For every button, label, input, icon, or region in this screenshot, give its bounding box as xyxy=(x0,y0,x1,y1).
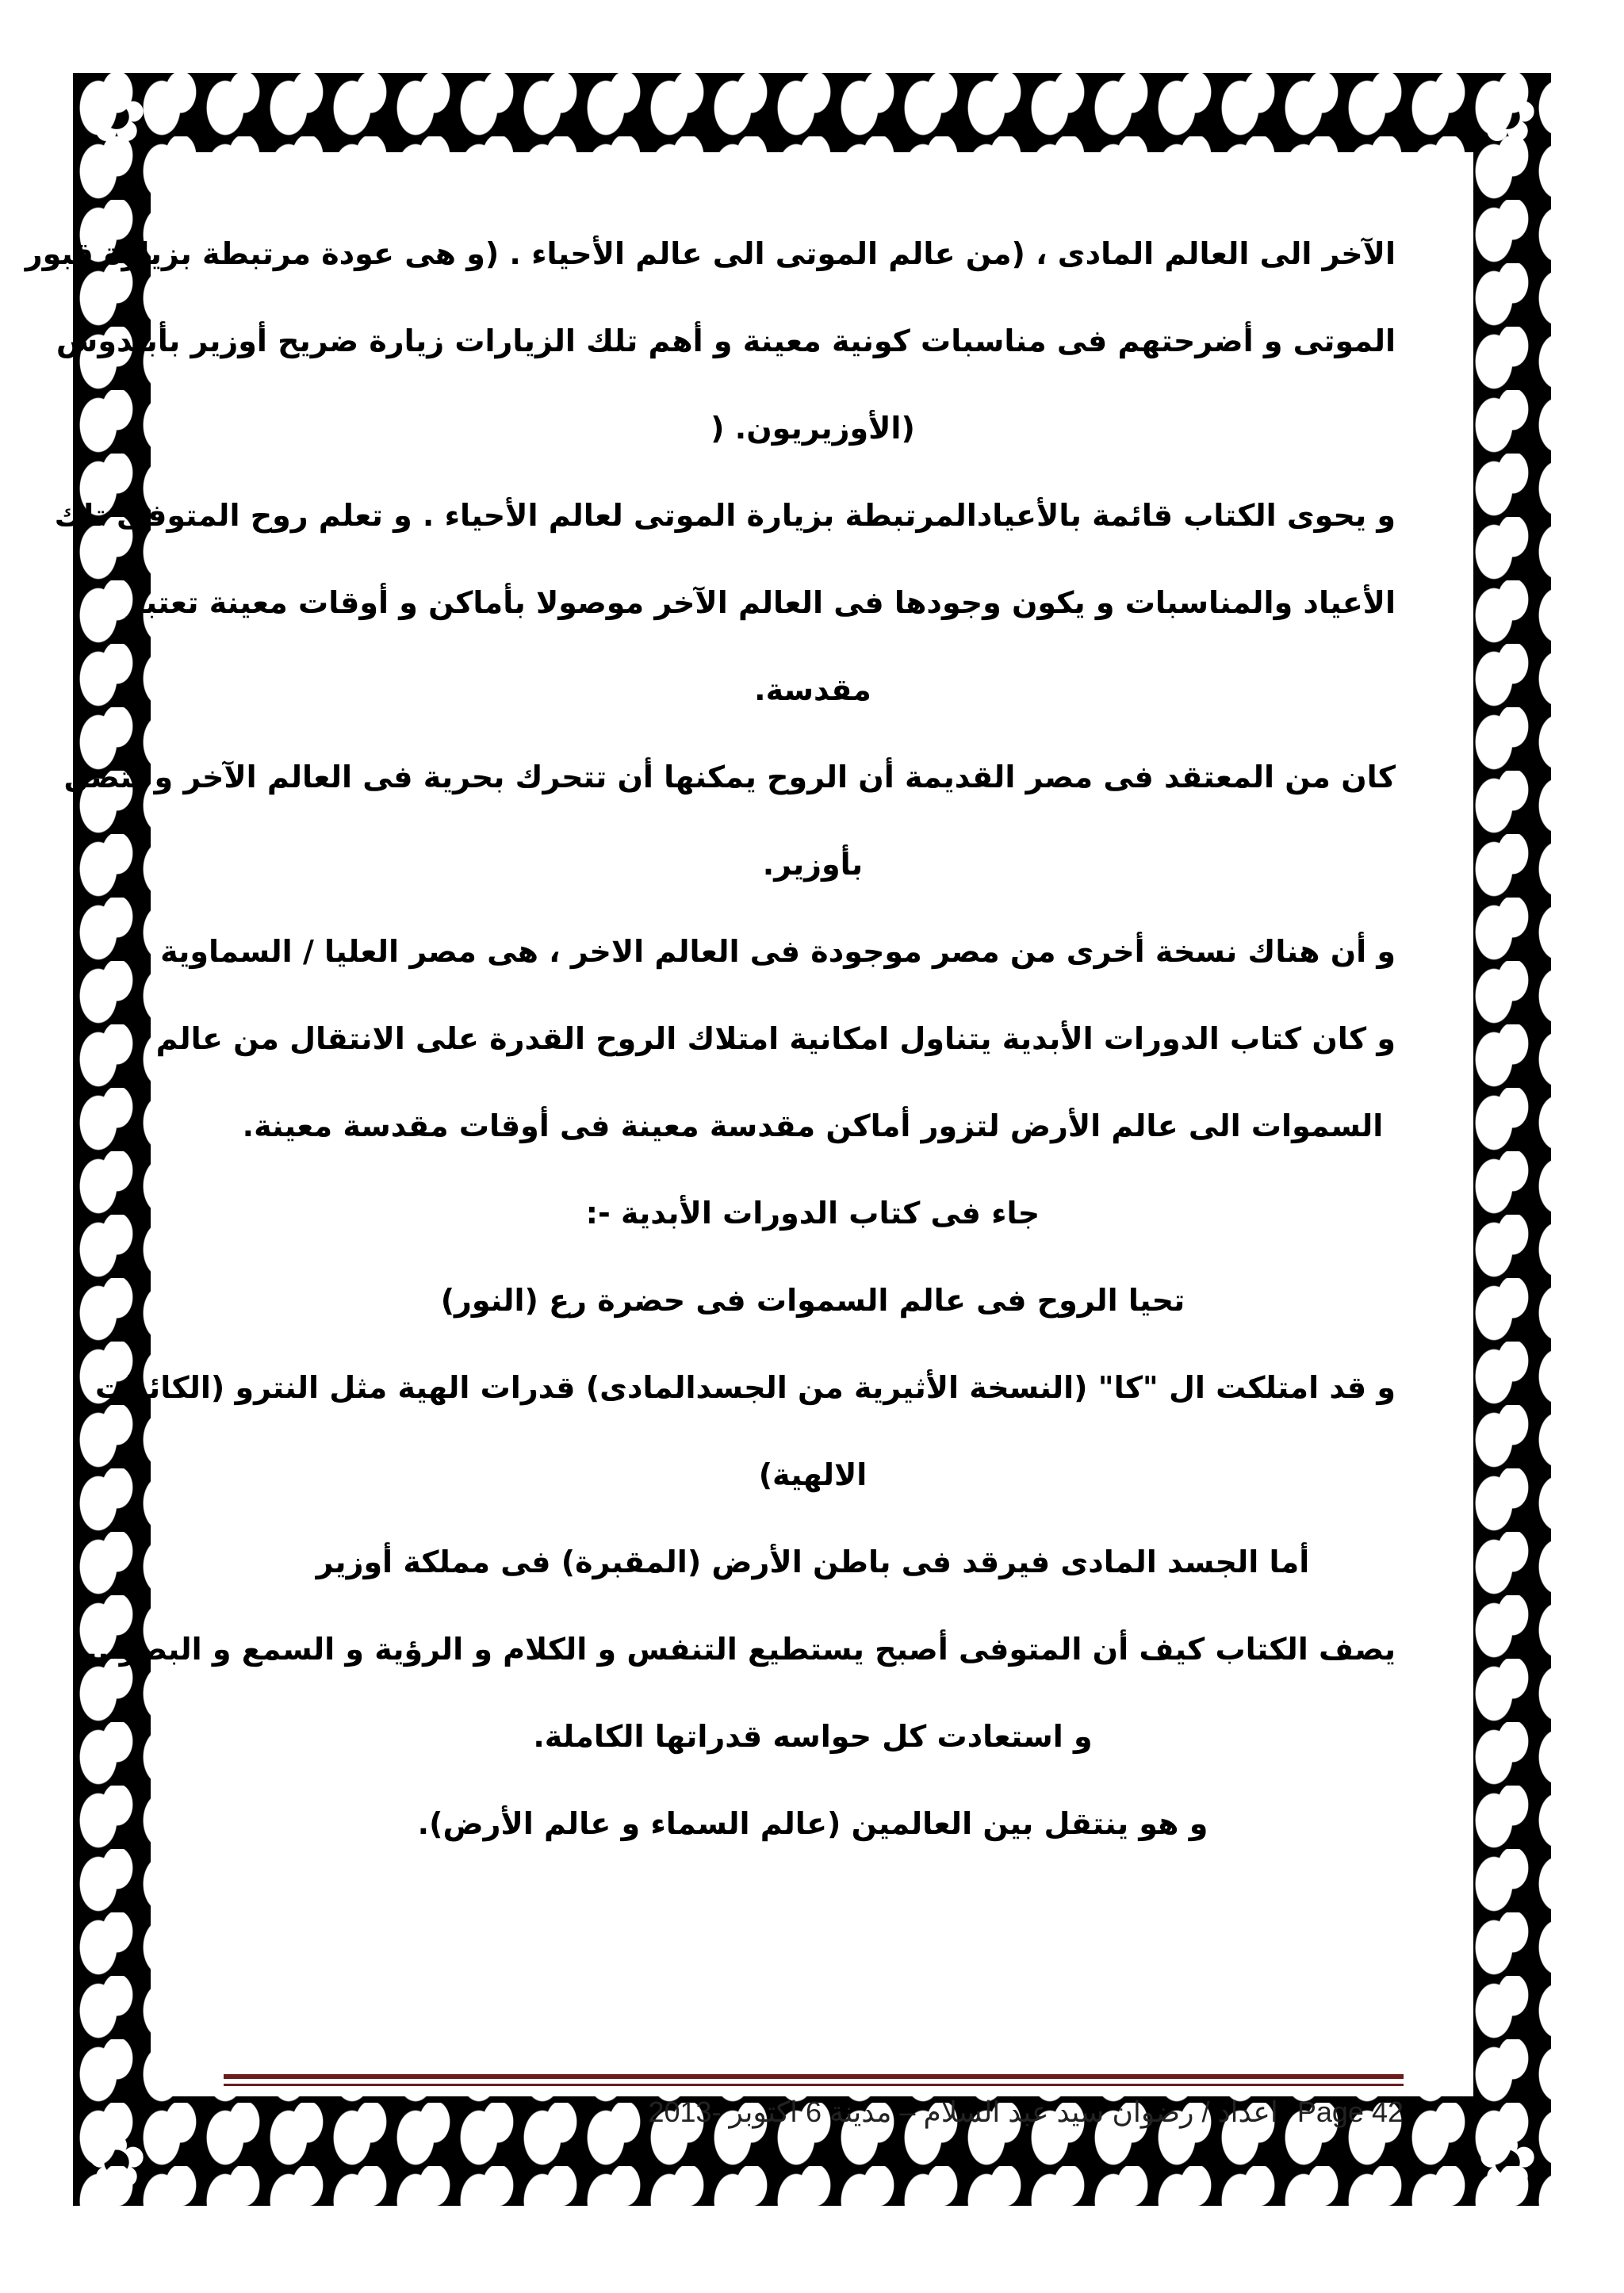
flower-icon: ✿ xyxy=(1477,2119,1538,2204)
paragraph-line: و أن هناك نسخة أخرى من مصر موجودة فى العالم الاخر ، هى مصر العليا / السماوية . xyxy=(138,934,1396,969)
paragraph-line: و يحوى الكتاب قائمة بالأعيادالمرتبطة بزيارة الموتى لعالم الأحياء . و تعلم روح المتوفى تلك xyxy=(54,498,1396,533)
paragraph-line: السموات الى عالم الأرض لتزور أماكن مقدسة معينة فى أوقات مقدسة معينة. xyxy=(242,1108,1384,1143)
paragraph-line: تحيا الروح فى عالم السموات فى حضرة رع (النور) xyxy=(440,1283,1185,1318)
paragraph-line: جاء فى كتاب الدورات الأبدية -: xyxy=(585,1196,1040,1231)
paragraph-line: مقدسة. xyxy=(754,672,871,707)
paragraph-line: بأوزير. xyxy=(762,847,864,882)
paragraph-line: (الأوزيريون. ( xyxy=(710,411,915,446)
paragraph-line: الآخر الى العالم المادى ، (من عالم الموتى الى عالم الأحياء . (و هى عودة مرتبطة بزيارة قبور xyxy=(25,236,1396,271)
paragraph-line: الالهية) xyxy=(758,1457,868,1492)
footer-divider xyxy=(224,2074,1404,2079)
paragraph-line: أما الجسد المادى فيرقد فى باطن الأرض (المقبرة) فى مملكة أوزير xyxy=(316,1545,1310,1579)
paragraph-line: و هو ينتقل بين العالمين (عالم السماء و عالم الأرض). xyxy=(417,1806,1208,1841)
page-number: Page 42 xyxy=(1297,2096,1404,2128)
flower-icon: ✿ xyxy=(86,74,147,159)
page-footer xyxy=(224,2088,1404,2136)
paragraph-line: يصف الكتاب كيف أن المتوفى أصبح يستطيع التنفس و الكلام و الرؤية و السمع و البصر .. xyxy=(86,1632,1396,1667)
footer-author: اعداد / رضوان سيد عبد السلام – مدينة 6 اكتوبر -2013 xyxy=(648,2096,1278,2128)
paragraph-line: و قد امتلكت ال "كا" (النسخة الأثيرية من الجسدالمادى) قدرات الهية مثل النترو (الكائنات xyxy=(94,1370,1396,1405)
body-text xyxy=(25,222,1396,1879)
footer-divider-thin xyxy=(224,2084,1404,2086)
flower-icon: ✿ xyxy=(1477,74,1538,159)
paragraph-line: كان من المعتقد فى مصر القديمة أن الروح يمكنها أن تتحرك بحرية فى العالم الآخر و تتصل xyxy=(63,760,1396,794)
paragraph-line: و استعادت كل حواسه قدراتها الكاملة. xyxy=(533,1719,1093,1754)
paragraph-line: الموتى و أضرحتهم فى مناسبات كونية معينة و أهم تلك الزيارات زيارة ضريح أوزير بأبيدوس xyxy=(56,323,1396,358)
flower-icon: ✿ xyxy=(86,2119,147,2204)
paragraph-line: و كان كتاب الدورات الأبدية يتناول امكانية امتلاك الروح القدرة على الانتقال من عالم xyxy=(155,1021,1396,1056)
paragraph-line: الأعياد والمناسبات و يكون وجودها فى العالم الآخر موصولا بأماكن و أوقات معينة تعتبر xyxy=(127,585,1396,620)
